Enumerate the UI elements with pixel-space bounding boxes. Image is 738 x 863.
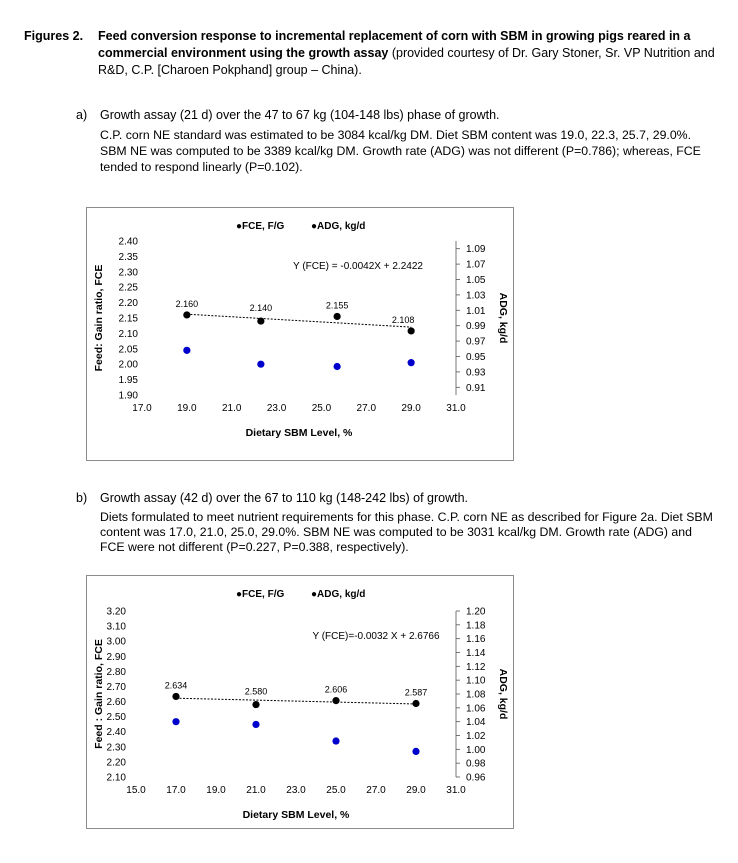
y2-tick-label: 1.07	[466, 259, 486, 271]
y2-tick-label: 1.01	[466, 305, 486, 317]
y-tick-label: 2.25	[118, 282, 138, 294]
x-tick-label: 25.0	[311, 403, 332, 414]
y2-tick-label: 0.96	[466, 772, 486, 784]
y2-tick-label: 0.99	[466, 321, 486, 333]
fce-data-label: 2.155	[325, 300, 349, 311]
legend-adg: ●ADG, kg/d	[311, 589, 366, 600]
adg-point	[257, 361, 264, 368]
y2-tick-label: 1.03	[466, 290, 486, 302]
section-a-heading: Growth assay (21 d) over the 47 to 67 kg (104-148 lbs) phase of growth.	[100, 108, 500, 122]
x-tick-label: 27.0	[356, 403, 377, 414]
y-tick-label: 3.10	[106, 621, 126, 633]
fce-point	[183, 311, 190, 318]
fce-point	[334, 313, 341, 320]
fce-point	[408, 327, 415, 334]
trend-equation: Y (FCE)=-0.0032 X + 2.6766	[312, 631, 440, 642]
y2-tick-label: 0.97	[466, 336, 486, 348]
y2-tick-label: 1.05	[466, 275, 486, 286]
y-tick-label: 2.15	[118, 313, 138, 325]
chart-a-svg	[86, 207, 514, 461]
chart-b	[86, 575, 514, 829]
y2-tick-label: 1.00	[466, 744, 486, 756]
chart-a	[86, 207, 514, 461]
legend-fce: ●FCE, F/G	[236, 221, 285, 232]
legend-fce: ●FCE, F/G	[236, 589, 285, 600]
y-tick-label: 2.40	[118, 236, 138, 248]
adg-point	[334, 363, 341, 370]
x-tick-label: 19.0	[206, 785, 226, 796]
y2-tick-label: 1.12	[466, 661, 486, 673]
x-tick-label: 15.0	[126, 785, 146, 796]
y-tick-label: 2.90	[106, 651, 126, 663]
fce-point	[257, 317, 264, 324]
x-tick-label: 17.0	[166, 785, 186, 796]
legend-adg: ●ADG, kg/d	[311, 221, 366, 232]
figure-label: Figures 2.	[24, 29, 84, 43]
y2-tick-label: 1.06	[466, 703, 486, 715]
fce-data-label: 2.108	[391, 314, 415, 325]
y-tick-label: 1.90	[118, 390, 138, 402]
y-tick-label: 2.00	[118, 359, 138, 371]
section-b-heading: Growth assay (42 d) over the 67 to 110 kg (148-242 lbs) of growth.	[100, 491, 469, 505]
y2-tick-label: 0.93	[466, 367, 486, 379]
y2-tick-label: 1.04	[466, 717, 486, 729]
y-axis-title: Feed : Gain ratio, FCE	[93, 639, 105, 749]
x-tick-label: 29.0	[401, 403, 421, 414]
y-tick-label: 1.95	[118, 375, 138, 387]
y2-tick-label: 1.08	[466, 689, 486, 701]
y-axis-title: Feed: Gain ratio, FCE	[93, 264, 105, 372]
y2-tick-label: 1.10	[466, 675, 486, 687]
y-tick-label: 2.10	[106, 772, 126, 784]
fce-point	[252, 701, 259, 708]
fce-data-label: 2.634	[164, 680, 188, 691]
caption-normal-text: (provided courtesy of Dr. Gary Stoner, Sr. VP Nutrition and R&D, C.P. [Charoen Pokphand] group – China).	[98, 46, 715, 77]
x-tick-label: 27.0	[366, 785, 386, 796]
section-a-letter: a)	[76, 108, 88, 122]
x-tick-label: 31.0	[446, 785, 466, 796]
x-axis-title: Dietary SBM Level, %	[242, 809, 350, 821]
chart-b-svg	[86, 575, 514, 829]
x-tick-label: 31.0	[446, 403, 466, 414]
y-tick-label: 2.35	[118, 251, 138, 263]
x-tick-label: 29.0	[406, 785, 426, 796]
section-b-letter: b)	[76, 491, 88, 505]
y2-tick-label: 1.09	[466, 244, 486, 256]
x-tick-label: 23.0	[266, 403, 287, 414]
x-tick-label: 21.0	[246, 785, 266, 796]
y-tick-label: 2.70	[106, 681, 126, 693]
y-tick-label: 3.00	[106, 636, 126, 648]
adg-point	[183, 347, 190, 354]
y2-tick-label: 1.16	[466, 634, 486, 646]
y-tick-label: 3.20	[106, 606, 126, 618]
caption-bold-text: Feed conversion response to incremental replacement of corn with SBM in growing pigs reared in a commercial environment using the growth assay	[98, 29, 691, 60]
section-b-description: Diets formulated to meet nutrient requirements for this phase. C.P. corn NE as described for Figure 2a. Diet SBM content was 17.0, 21.0, 25.0, 29.0%. SBM NE was computed to be 3031 kcal/kg DM. Growth rate (ADG) and FCE were not different (P=0.227, P=0.388, respectively).	[100, 510, 713, 554]
y2-tick-label: 0.98	[466, 758, 486, 770]
y2-axis-title: ADG, kg/d	[497, 668, 509, 720]
y2-tick-label: 1.18	[466, 620, 486, 632]
x-tick-label: 25.0	[326, 785, 346, 796]
y2-tick-label: 1.14	[466, 648, 486, 659]
fce-data-label: 2.580	[244, 686, 268, 697]
caption-body	[98, 28, 724, 79]
x-tick-label: 19.0	[177, 403, 197, 414]
section-b	[76, 490, 716, 555]
adg-point	[332, 737, 339, 744]
adg-point	[252, 721, 259, 728]
x-tick-label: 23.0	[286, 785, 306, 796]
fce-point	[332, 697, 339, 704]
y-tick-label: 2.10	[118, 328, 138, 340]
adg-point	[172, 718, 179, 725]
y-tick-label: 2.40	[106, 727, 126, 739]
section-a	[76, 107, 716, 175]
y-tick-label: 2.50	[106, 712, 126, 724]
fce-data-label: 2.587	[404, 687, 428, 698]
fce-data-label: 2.140	[249, 303, 273, 314]
y-tick-label: 2.60	[106, 697, 126, 709]
adg-point	[408, 359, 415, 366]
y2-tick-label: 1.02	[466, 731, 486, 742]
y-tick-label: 2.30	[106, 742, 126, 754]
y-tick-label: 2.80	[106, 666, 126, 678]
fce-data-label: 2.160	[175, 298, 199, 309]
y-tick-label: 2.20	[118, 298, 138, 310]
y-tick-label: 2.30	[118, 267, 138, 279]
y2-tick-label: 0.91	[466, 382, 486, 394]
x-axis-title: Dietary SBM Level, %	[245, 427, 353, 439]
y-tick-label: 2.20	[106, 757, 126, 769]
y2-axis-title: ADG, kg/d	[497, 292, 509, 344]
section-a-description: C.P. corn NE standard was estimated to be 3084 kcal/kg DM. Diet SBM content was 19.0, 22.3, 25.7, 29.0%. SBM NE was computed to be 3389 kcal/kg DM. Growth rate (ADG) was not different (P=0.786); whereas, FCE tended to respond linearly (P=0.102).	[100, 128, 701, 174]
y2-tick-label: 1.20	[466, 606, 486, 618]
y2-tick-label: 0.95	[466, 352, 486, 363]
x-tick-label: 17.0	[132, 403, 152, 414]
fce-point	[172, 693, 179, 700]
x-tick-label: 21.0	[221, 403, 242, 414]
figure-caption	[24, 28, 724, 79]
y-tick-label: 2.05	[118, 344, 138, 356]
adg-point	[412, 748, 419, 755]
chart-frame	[87, 208, 514, 461]
fce-point	[412, 700, 419, 707]
fce-data-label: 2.606	[324, 684, 348, 695]
trend-equation: Y (FCE) = -0.0042X + 2.2422	[293, 261, 423, 272]
